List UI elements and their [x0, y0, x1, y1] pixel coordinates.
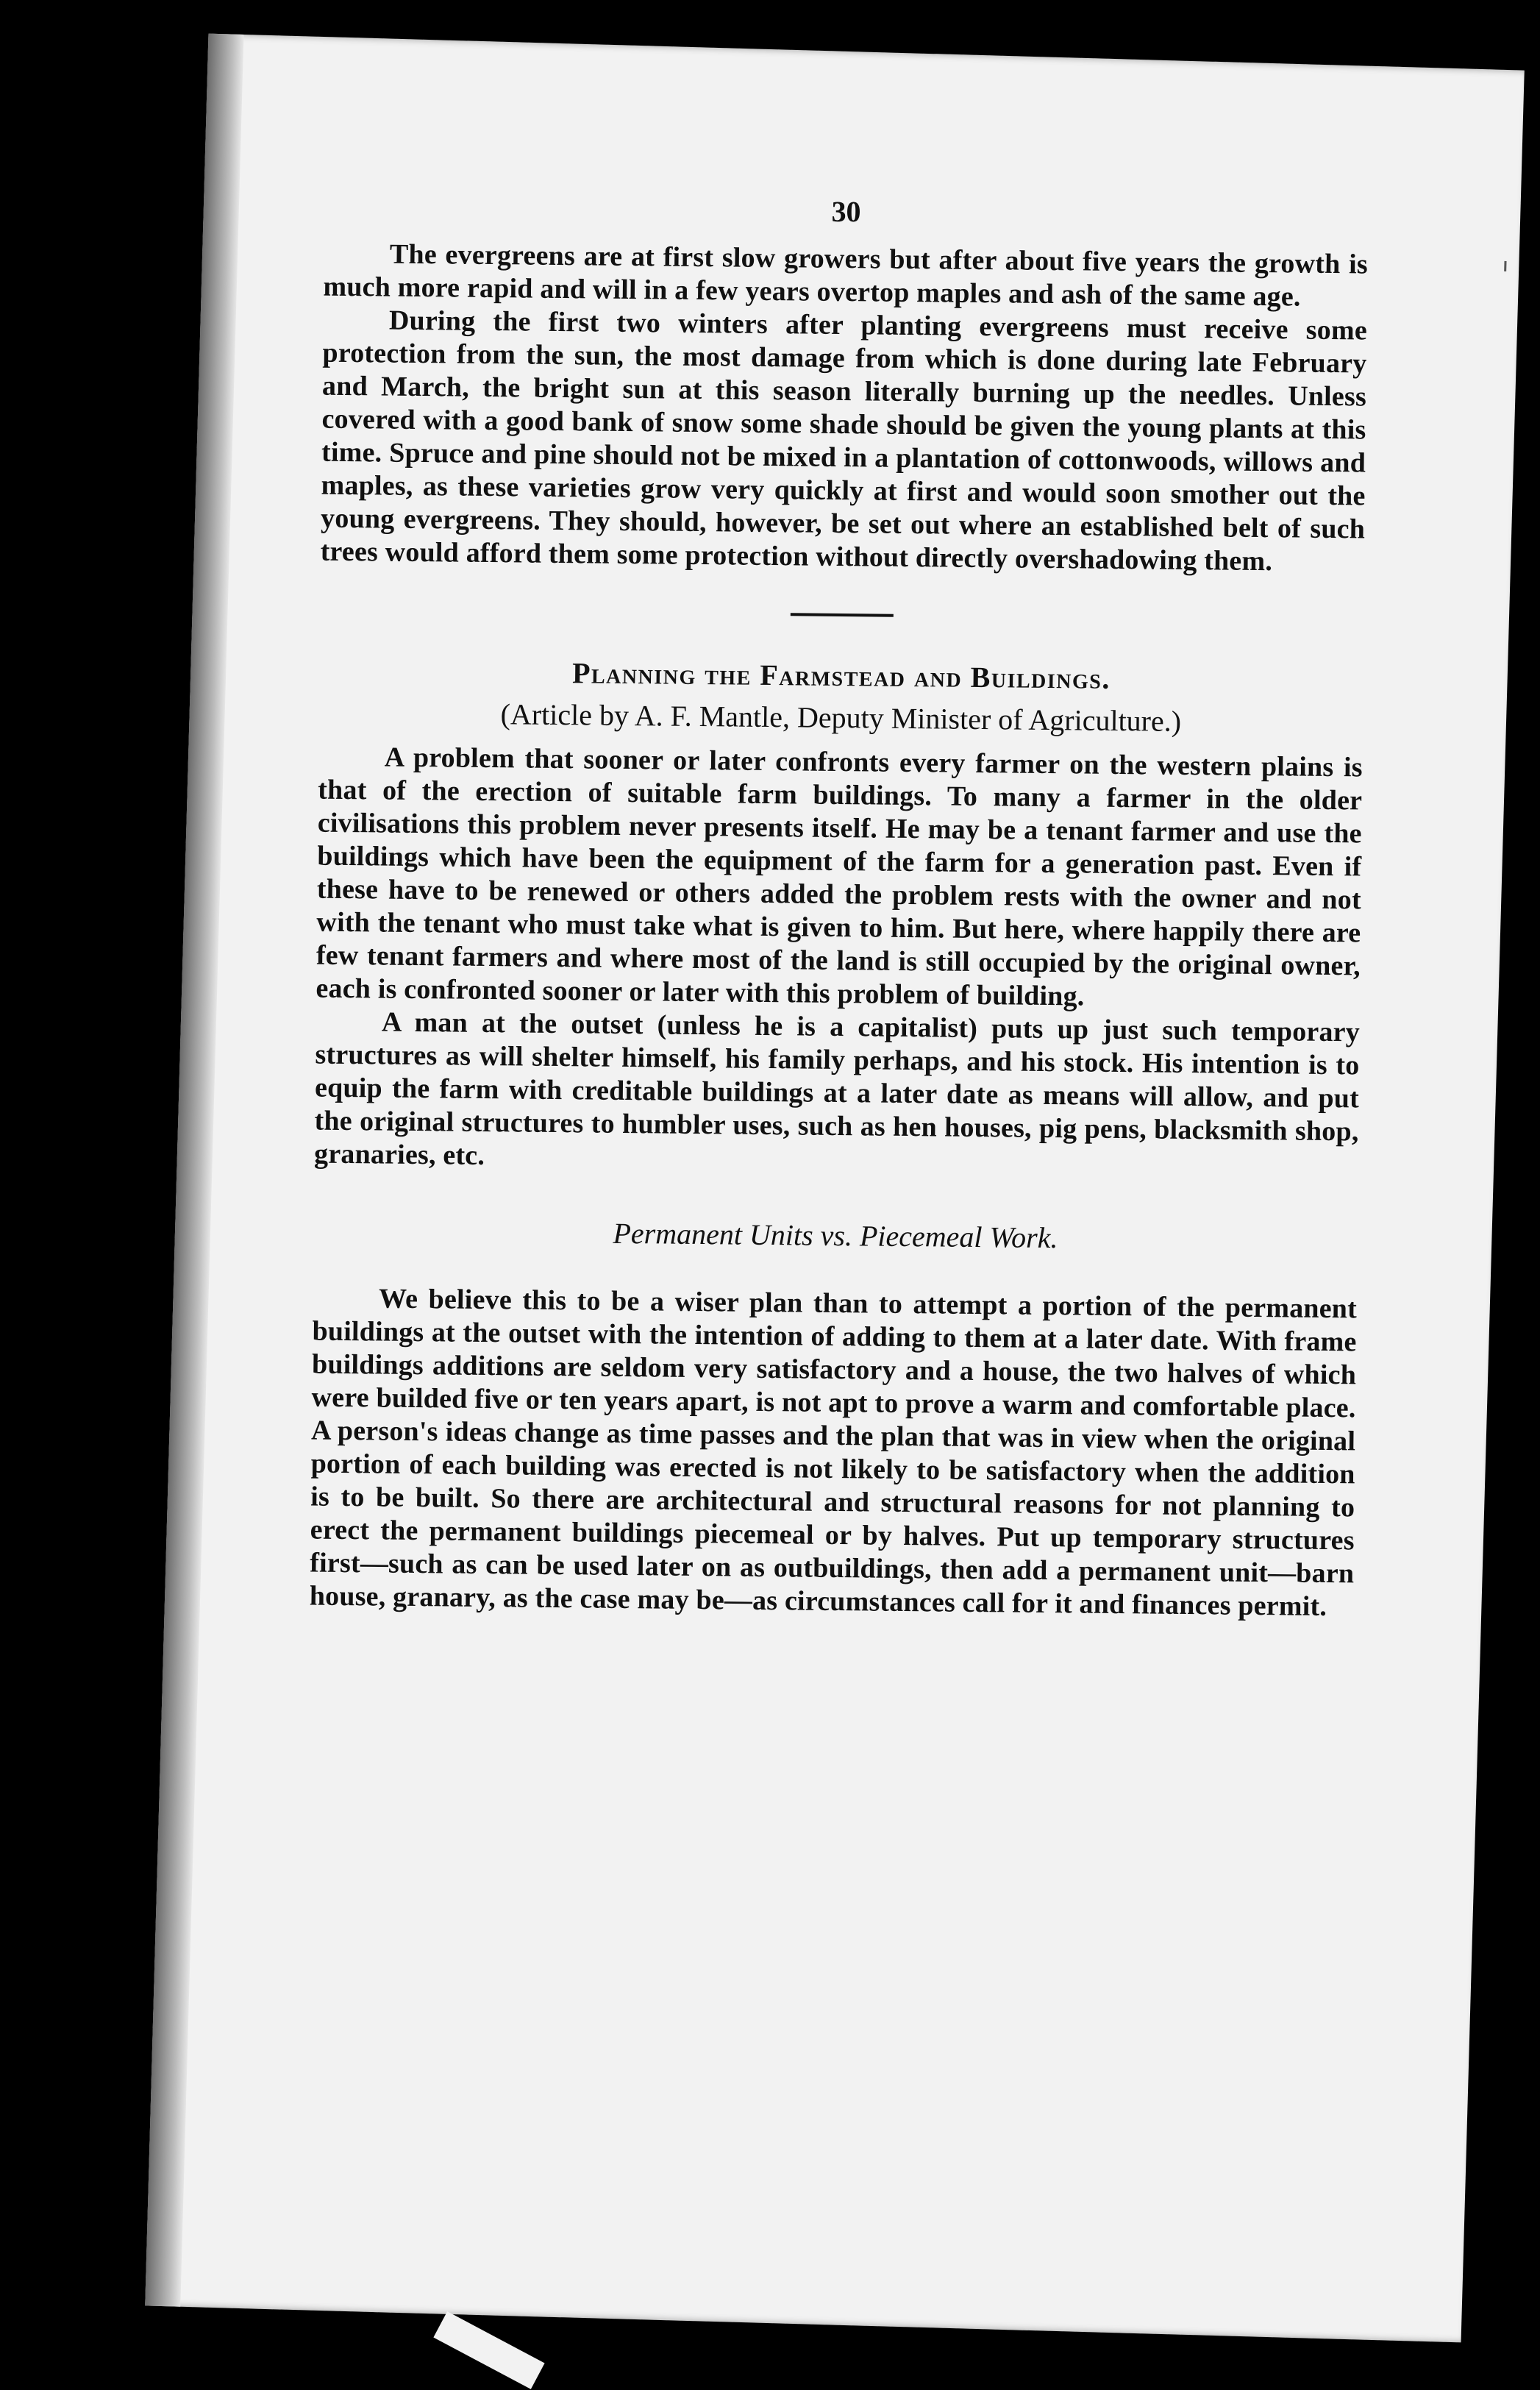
section-title: Planning the Farmstead and Buildings.	[571, 656, 1111, 695]
article-byline: (Article by A. F. Mantle, Deputy Minister of Agriculture.)	[500, 697, 1182, 738]
paragraph-building-problem: A problem that sooner or later confronts every farmer on the western plains is that of the erection of suitable farm buildings. To many a farmer in the older civilisations this problem never presents itself. He may be a tenant farmer and use the buildings which have been the equipment of the farm for a generation past. Even if these have to be renewed or others added the problem rests with the owner and not with the tenant who must take what is given to him. But here, where happily there are few tenant farmers and where most of the land is still occupied by the original owner, each is confronted sooner or later with this problem of building.	[316, 741, 1363, 1012]
paragraph-temporary-structures: A man at the outset (unless he is a capitalist) puts up just such temporary structures as will shelter himself, his family perhaps, and his stock. His intention is to equip the farm with creditable buildings at a later date as means will allow, and put the original structures to humbler uses, such as hen houses, pig pens, blacksmith shop, granaries, etc.	[313, 1006, 1361, 1171]
paragraph-winter-protection: During the first two winters after planting evergreens must receive some protection from the sun, the most damage from which is done during late February and March, the bright sun at this season literally burning up the needles. Unless covered with a good bank of snow some shade should be given the young plants at this time. Spruce and pine should not be mixed in a plantation of cottonwoods, willows and maples, as these varieties grow very quickly at first and would soon smother out the young evergreens. They should, however, be set out where an established belt of such trees would afford them some protection without directly overshadowing them.	[320, 305, 1368, 577]
paragraph-evergreens-growth: The evergreens are at first slow growers but after about five years the growth is much more rapid and will in a few years overtop maples and ash of the same age.	[323, 238, 1369, 313]
scan-artifact	[433, 2311, 544, 2389]
scanned-page	[145, 34, 1525, 2343]
subheading-permanent-units: Permanent Units vs. Piecemeal Work.	[613, 1216, 1058, 1255]
page-number: 30	[831, 194, 861, 229]
paragraph-wiser-plan: We believe this to be a wiser plan than to attempt a portion of the permanent buildings at the outset with the intention of adding to them at a later date. With frame buildings additions are seldom very satisfactory and a house, the two halves of which were builded five or ten years apart, is not apt to prove a warm and comfortable place. A person's ideas change as time passes and the plan that was in view when the original portion of each building was erected is not likely to be satisfactory when the addition is to be built. So there are architectural and structural reasons for not planning to erect the permanent buildings piecemeal or by halves. Put up temporary structures first—such as can be used later on as outbuildings, then add a permanent unit—barn house, granary, as the case may be—as circumstances call for it and finances permit.	[309, 1283, 1358, 1623]
scan-speck	[1504, 261, 1506, 271]
section-divider	[791, 613, 894, 616]
page-text	[310, 190, 1369, 1624]
